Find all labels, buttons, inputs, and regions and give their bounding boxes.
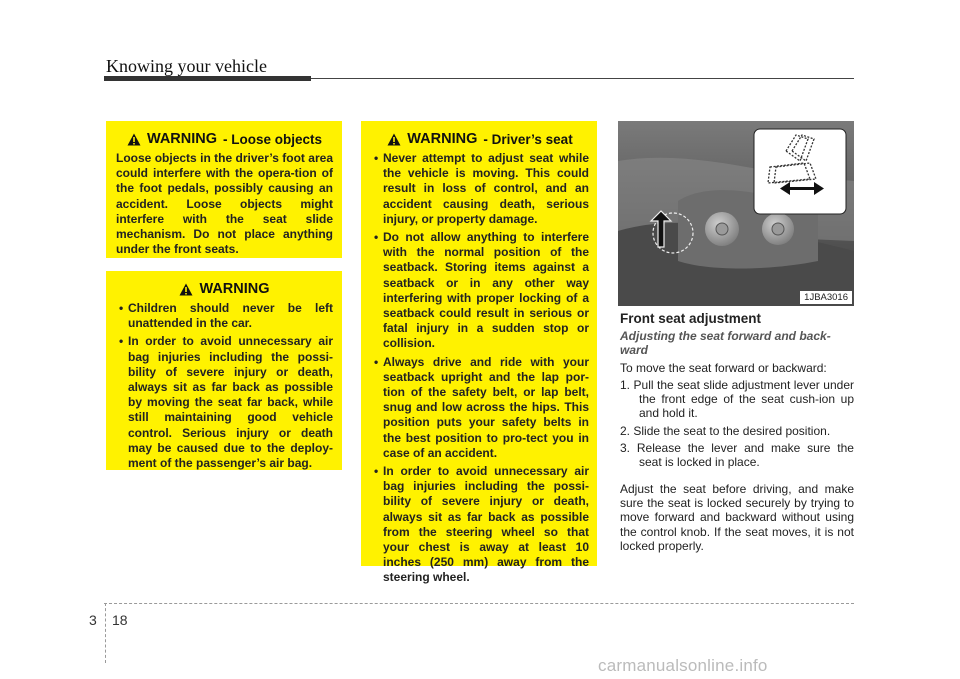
warning-item: • In order to avoid unnecessary air bag injuries including the possi-bility of severe injury or death, always sit as far back as possible by moving the seat far back, while still maintaining good vehicle control. Serious injury or death may be caused due to the deploy-ment of the passenger’s air bag. xyxy=(116,334,333,471)
warning-item: • Always drive and ride with your seatback upright and the lap por-tion of the safety belt, or lap belt, snug and low across the hips. This position puts your safety belts in the best position to pro-tect you in case of an accident. xyxy=(371,355,589,461)
warning-title xyxy=(371,131,589,147)
seat-photo-illustration xyxy=(618,121,854,306)
warning-box-drivers-seat xyxy=(361,121,597,585)
warning-subheading: - Loose objects xyxy=(223,131,323,147)
header-rule-thick xyxy=(104,76,311,81)
step-item xyxy=(620,378,854,421)
footer-vertical-rule xyxy=(105,603,106,663)
step-item xyxy=(620,441,854,469)
warning-triangle-icon xyxy=(127,133,141,146)
steps-container xyxy=(620,378,854,472)
warning-heading: WARNING xyxy=(146,131,218,147)
section-intro: To move the seat forward or backward: xyxy=(620,361,827,375)
warning-item: • Do not allow anything to interfere with the normal position of the seatback. Storing items against a seatback or in any other way interfering with proper locking of a seatback could result in serious or fatal injury in a sudden stop or collision. xyxy=(371,230,589,352)
steps-list xyxy=(620,378,854,469)
warning-subheading: - Driver’s seat xyxy=(483,131,573,147)
warning-list xyxy=(116,301,333,471)
warning-triangle-icon xyxy=(179,283,193,296)
header-rule-thin xyxy=(311,78,854,79)
step-number: 2. xyxy=(620,423,631,438)
step-text: Slide the seat to the desired position. xyxy=(633,423,831,438)
section-title: Front seat adjustment xyxy=(620,311,762,326)
seat-adjustment-photo xyxy=(618,121,854,306)
warning-item: • Children should never be left unattended in the car. xyxy=(116,301,333,331)
page-section-number: 3 xyxy=(89,612,97,628)
watermark: carmanualsonline.info xyxy=(598,656,768,675)
warning-item: • In order to avoid unnecessary air bag injuries including the possi-bility of severe injury or death, always sit as far back as possible from the steering wheel so that your chest is away at least 10 inches (250 mm) away from the steering wheel. xyxy=(371,464,589,586)
warning-heading: WARNING xyxy=(199,281,270,297)
warning-text: Loose objects in the driver’s foot area could interfere with the opera-tion of the foot pedals, possibly causing an accident. Loose objects might interfere with the seat slide mechanism. Do not place anything under the front seats. xyxy=(116,151,333,257)
step-number: 3. xyxy=(620,440,631,455)
step-item xyxy=(620,424,854,438)
page-number: 18 xyxy=(112,612,128,628)
warning-triangle-icon xyxy=(387,133,401,146)
warning-title xyxy=(116,281,333,297)
knob-right xyxy=(762,213,794,245)
warning-heading: WARNING xyxy=(407,131,478,147)
section-closing: Adjust the seat before driving, and make sure the seat is locked securely by trying to move forward and backward without using the control knob. If the seat moves, it is not locked properly. xyxy=(620,482,854,553)
warning-item: • Never attempt to adjust seat while the vehicle is moving. This could result in loss of control, and an accident causing death, serious injury, or property damage. xyxy=(371,151,589,227)
warning-box-loose-objects xyxy=(106,121,342,258)
figure-caption: 1JBA3016 xyxy=(800,291,852,304)
warning-box-children xyxy=(106,271,342,470)
step-number: 1. xyxy=(620,378,631,392)
step-text: Release the lever and make sure the seat is locked in place. xyxy=(636,440,854,470)
step-text: Pull the seat slide adjustment lever under the front edge of the seat cush-ion up and hold it. xyxy=(633,378,854,421)
knob-left xyxy=(705,212,739,246)
footer-rule xyxy=(104,603,854,604)
section-subtitle: Adjusting the seat forward and back-ward xyxy=(620,329,831,357)
page-header-title: Knowing your vehicle xyxy=(106,56,267,76)
warning-list xyxy=(371,151,589,586)
warning-title xyxy=(116,131,333,147)
